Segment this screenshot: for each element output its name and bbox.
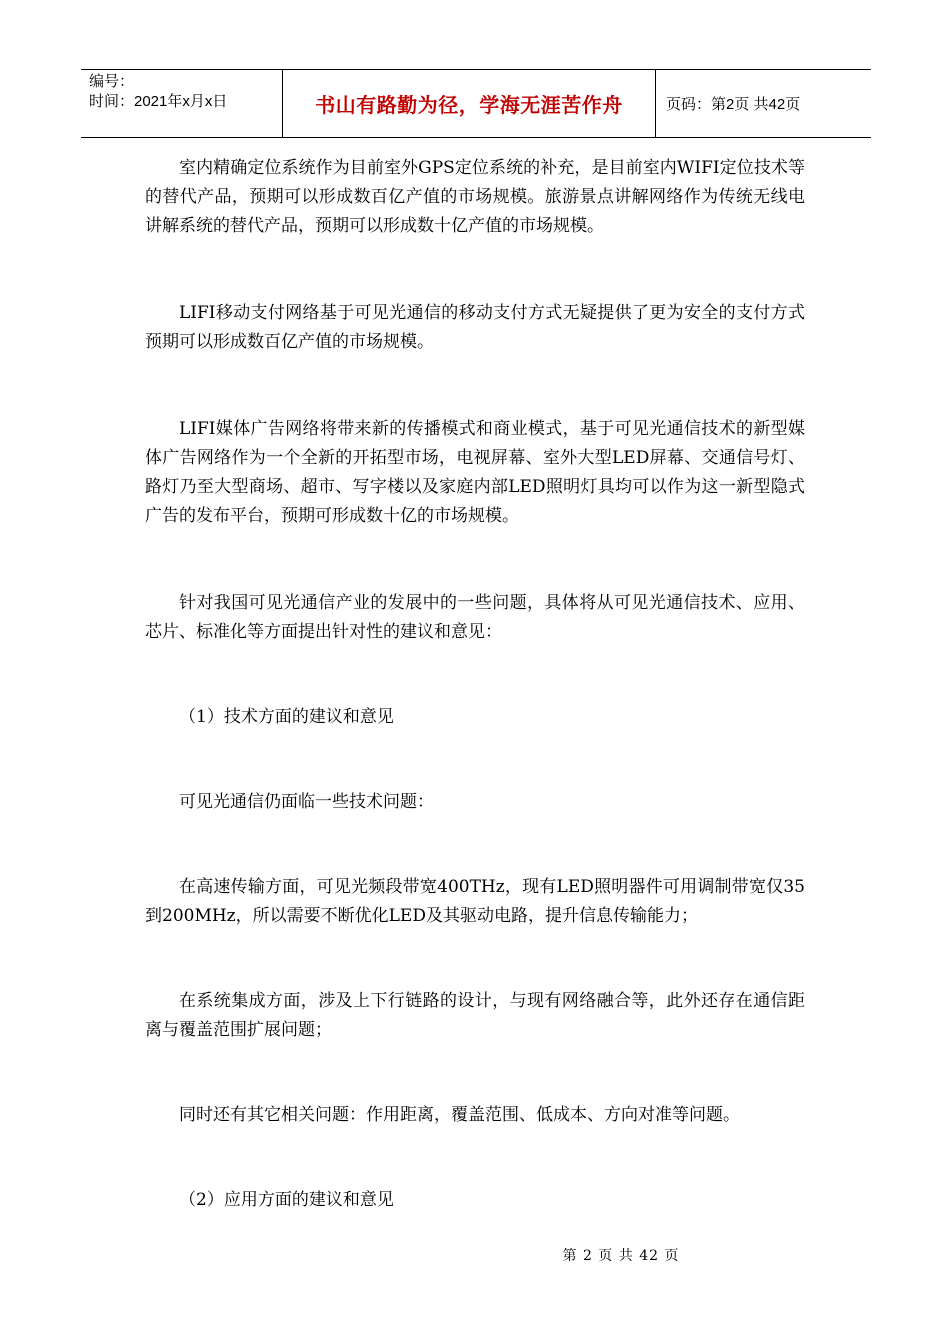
header-page-cell <box>656 70 871 137</box>
paragraph-high-speed-transmission: 在高速传输方面，可见光频段带宽400THz，现有LED照明器件可用调制带宽仅35到200MHz，所以需要不断优化LED及其驱动电路，提升信息传输能力； <box>145 877 805 926</box>
page-footer <box>0 1245 950 1265</box>
paragraph-technical-issues: 可见光通信仍面临一些技术问题： <box>179 792 434 812</box>
paragraph-lifi-media: LIFI媒体广告网络将带来新的传播模式和商业模式，基于可见光通信技术的新型媒体广告网络作为一个全新的开拓型市场，电视屏幕、室外大型LED屏幕、交通信号灯、路灯乃至大型商场、超市、写字楼以及家庭内部LED照明灯具均可以作为这一新型隐式广告的发布平台，预期可形成数十亿的市场规模。 <box>145 419 805 526</box>
paragraph-lifi-payment: LIFI移动支付网络基于可见光通信的移动支付方式无疑提供了更为安全的支付方式预期可以形成数百亿产值的市场规模。 <box>145 303 805 352</box>
paragraph-other-issues: 同时还有其它相关问题：作用距离，覆盖范围、低成本、方向对准等问题。 <box>179 1105 740 1125</box>
header-meta-cell <box>81 70 283 137</box>
page-header <box>81 69 871 138</box>
document-time-label: 时间：2021年x月x日 <box>89 93 228 110</box>
paragraph-suggestions-intro: 针对我国可见光通信产业的发展中的一些问题，具体将从可见光通信技术、应用、芯片、标准化等方面提出针对性的建议和意见： <box>145 593 805 642</box>
header-page-info: 页码：第2页 共42页 <box>666 96 801 113</box>
header-motto: 书山有路勤为径，学海无涯苦作舟 <box>315 93 623 117</box>
paragraph-indoor-positioning: 室内精确定位系统作为目前室外GPS定位系统的补充，是目前室内WIFI定位技术等的替代产品，预期可以形成数百亿产值的市场规模。旅游景点讲解网络作为传统无线电讲解系统的替代产品，预期可以形成数十亿产值的市场规模。 <box>145 158 805 236</box>
section-heading-application: （2）应用方面的建议和意见 <box>179 1190 394 1210</box>
document-number-label: 编号： <box>89 73 135 90</box>
footer-page-number: 第 2 页 共 42 页 <box>562 1248 680 1264</box>
section-heading-technology: （1）技术方面的建议和意见 <box>179 707 394 727</box>
header-motto-cell <box>283 70 656 137</box>
paragraph-system-integration: 在系统集成方面，涉及上下行链路的设计，与现有网络融合等，此外还存在通信距离与覆盖范围扩展问题； <box>145 991 805 1040</box>
document-body <box>145 154 805 1215</box>
